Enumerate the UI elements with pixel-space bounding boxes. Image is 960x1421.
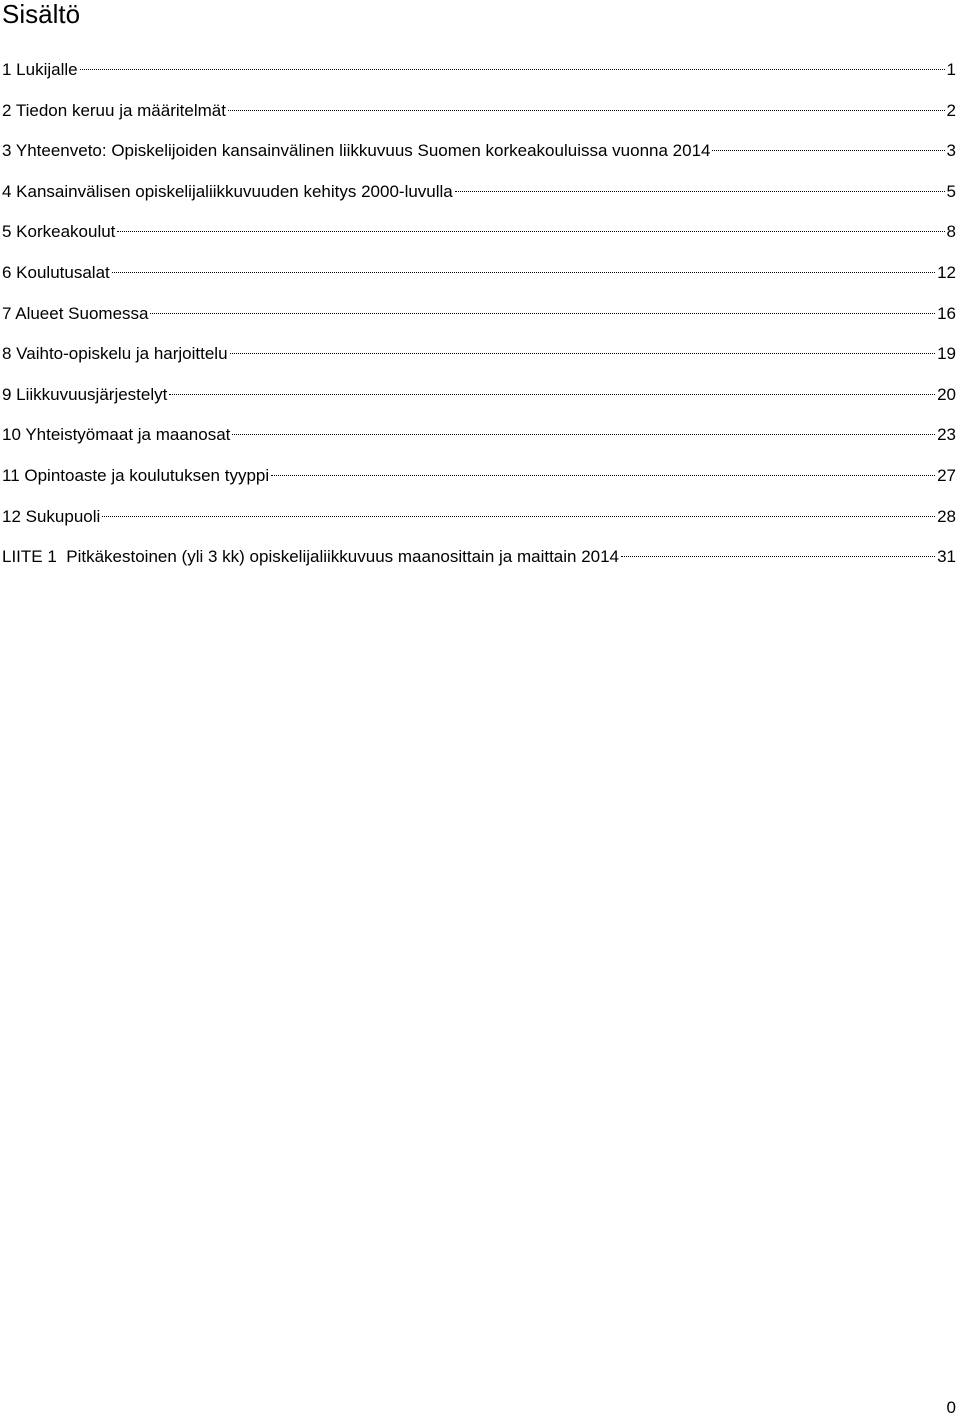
toc-entry-label: 3 Yhteenveto: Opiskelijoiden kansainvälinen liikkuvuus Suomen korkeakouluissa vuonna 2014 <box>2 141 711 161</box>
toc-entry-4[interactable] <box>2 176 956 217</box>
toc-entry-page: 3 <box>946 141 956 161</box>
toc-dot-leader <box>232 434 935 435</box>
toc-entry-label: 2 Tiedon keruu ja määritelmät <box>2 100 226 120</box>
toc-entry-label: 8 Vaihto-opiskelu ja harjoittelu <box>2 344 228 364</box>
toc-entry-label: 12 Sukupuoli <box>2 506 101 526</box>
toc-entry-page: 8 <box>946 222 956 242</box>
toc-dot-leader <box>271 475 935 476</box>
toc-entry-page: 23 <box>937 425 956 445</box>
toc-dot-leader <box>228 110 945 111</box>
toc-entry-appendix-1[interactable] <box>2 541 956 582</box>
toc-dot-leader <box>712 150 944 151</box>
page-title: Sisältö <box>2 0 81 29</box>
toc-entry-label: 11 Opintoaste ja koulutuksen tyyppi <box>2 465 270 485</box>
toc-entry-label: 7 Alueet Suomessa <box>2 303 149 323</box>
toc-entry-page: 1 <box>946 60 956 79</box>
toc-dot-leader <box>117 231 944 232</box>
toc-entry-12[interactable] <box>2 501 956 542</box>
toc-dot-leader <box>169 394 935 395</box>
page-number: 0 <box>946 1398 956 1417</box>
toc-entry-label: LIITE 1 Pitkäkestoinen (yli 3 kk) opiskelijaliikkuvuus maanosittain ja maittain 2014 <box>2 547 620 567</box>
toc-dot-leader <box>621 556 935 557</box>
toc-dot-leader <box>80 69 945 70</box>
toc-entry-6[interactable] <box>2 257 956 298</box>
table-of-contents <box>2 54 956 582</box>
toc-entry-page: 20 <box>937 384 956 404</box>
toc-entry-7[interactable] <box>2 298 956 339</box>
toc-entry-3[interactable] <box>2 135 956 176</box>
toc-entry-label: 1 Lukijalle <box>2 60 78 79</box>
toc-entry-page: 28 <box>937 506 956 526</box>
toc-entry-1[interactable] <box>2 54 956 95</box>
toc-entry-page: 16 <box>937 303 956 323</box>
toc-entry-5[interactable] <box>2 216 956 257</box>
toc-dot-leader <box>102 516 935 517</box>
toc-dot-leader <box>112 272 935 273</box>
toc-entry-9[interactable] <box>2 379 956 420</box>
toc-entry-10[interactable] <box>2 419 956 460</box>
toc-entry-label: 6 Koulutusalat <box>2 262 110 282</box>
toc-entry-page: 19 <box>937 344 956 364</box>
toc-entry-label: 10 Yhteistyömaat ja maanosat <box>2 425 231 445</box>
toc-entry-label: 9 Liikkuvuusjärjestelyt <box>2 384 168 404</box>
toc-entry-page: 31 <box>937 547 956 567</box>
toc-entry-page: 5 <box>946 181 956 201</box>
toc-entry-8[interactable] <box>2 338 956 379</box>
toc-entry-label: 5 Korkeakoulut <box>2 222 116 242</box>
toc-dot-leader <box>230 353 936 354</box>
toc-entry-label: 4 Kansainvälisen opiskelijaliikkuvuuden kehitys 2000-luvulla <box>2 181 453 201</box>
toc-entry-page: 12 <box>937 262 956 282</box>
toc-entry-2[interactable] <box>2 95 956 136</box>
toc-entry-page: 27 <box>937 465 956 485</box>
toc-entry-11[interactable] <box>2 460 956 501</box>
toc-dot-leader <box>455 191 945 192</box>
toc-dot-leader <box>150 313 935 314</box>
toc-entry-page: 2 <box>946 100 956 120</box>
